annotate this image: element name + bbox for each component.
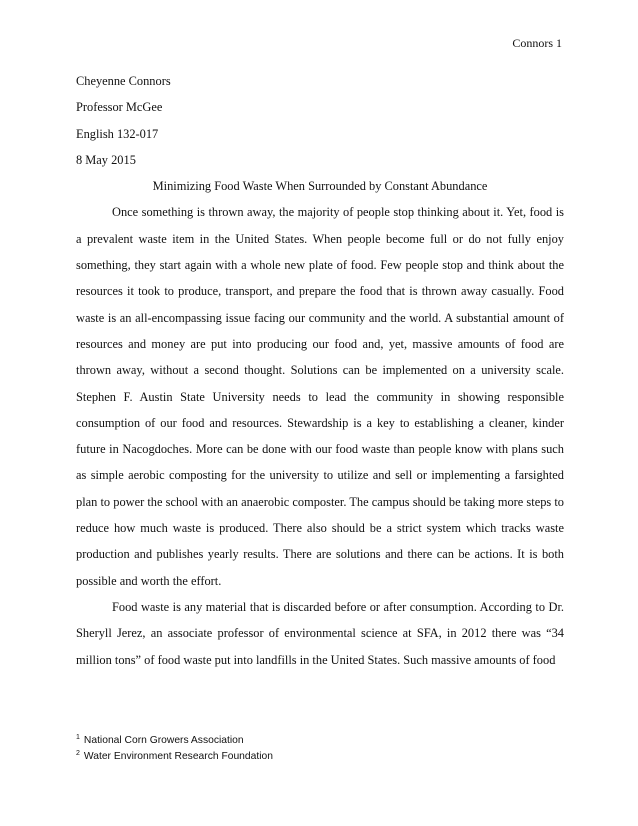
document-date: 8 May 2015 <box>76 152 136 167</box>
footnote-marker: 2 <box>76 749 80 757</box>
professor-name: Professor McGee <box>76 100 163 115</box>
page-number-label: Connors 1 <box>512 36 562 50</box>
document-body <box>76 68 564 673</box>
footnotes-section <box>76 733 564 765</box>
footnote-text: National Corn Growers Association <box>83 735 244 746</box>
author-name: Cheyenne Connors <box>76 74 171 88</box>
page-header <box>512 36 562 51</box>
body-paragraph: Once something is thrown away, the majority of people stop thinking about it. Yet, food is a prevalent waste item in the United States. When people become full or do not fully enjoy something, they start again with a whole new plate of food. Few people stop and think about the resources it took to produce, transport, and prepare the food that is thrown away casually. Food waste is an all-encompassing issue facing our community and the world. A substantial amount of resources and money are put into producing our food and, yet, massive amounts of food are thrown away, without a second thought. Solutions can be implemented on a university scale. Stephen F. Austin State University needs to lead the community in showing responsible consumption of our food and resources. Stewardship is a key to establishing a cleaner, kinder future in Nacogdoches. More can be done with our food waste than people know with plans such as simple aerobic composting for the university to utilize and sell or implementing a farsighted plan to power the school with an anaerobic composter. The campus should be taking more steps to reduce how much waste is produced. There also should be a strict system which tracks waste production and publishes yearly results. There are solutions and there can be actions. It is both possible and worth the effort. <box>76 205 564 588</box>
body-paragraph: Food waste is any material that is discarded before or after consumption. According to Dr. Sheryll Jerez, an associate professor of environmental science at SFA, in 2012 there was “34 million tons” of food waste put into landfills in the United States. Such massive amounts of food <box>76 599 564 667</box>
course-name: English 132-017 <box>76 126 159 141</box>
footnote-item <box>76 733 564 749</box>
footnote-text: Water Environment Research Foundation <box>83 751 273 762</box>
footnote-marker: 1 <box>76 733 80 741</box>
document-title: Minimizing Food Waste When Surrounded by Constant Abundance <box>152 179 488 194</box>
footnote-item <box>76 749 564 765</box>
